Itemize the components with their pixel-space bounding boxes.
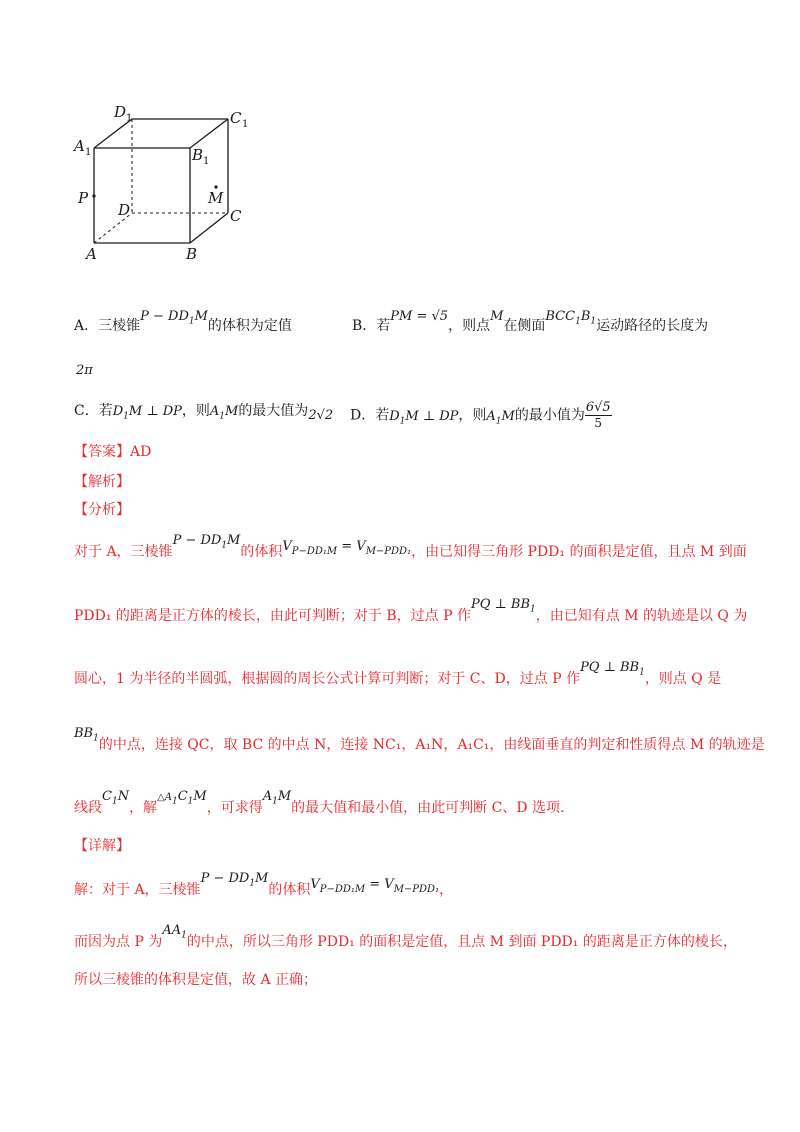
label-A: A — [86, 245, 97, 263]
option-a-expr: $P - DD_1M$ — [140, 309, 208, 327]
svg-text:1: 1 — [126, 113, 133, 124]
detail-line-3: 所以三棱锥的体积是定值，故 A 正确； — [74, 972, 318, 988]
label-B1: B — [192, 146, 204, 164]
svg-text:1: 1 — [85, 147, 92, 158]
analysis-heading: 【解析】 — [74, 474, 130, 490]
option-b: B．若PM = √5，则点M在侧面$BCC_1B_1$运动路径的长度为 — [352, 309, 709, 334]
cube-figure — [70, 95, 260, 270]
option-a: A．三棱锥$P - DD_1M$的体积为定值 — [74, 309, 292, 334]
detail-line-1: 解：对于 A，三棱锥$P - DD_1M$的体积$V_{P-DD_1M} = V_{M-PDD_1}$， — [74, 871, 454, 898]
analysis-line-5: 线段$C_1N$，解$\triangle A_1C_1M$，可求得$A_1M$的最大值和最小值，由此可判断 C、D 选项. — [74, 789, 565, 816]
label-B: B — [186, 245, 198, 263]
analysis-line-4: $BB_1$的中点，连接 QC，取 BC 的中点 N，连接 NC₁，A₁N，A₁C₁，由线面垂直的判定和性质得点 M 的轨迹是 — [74, 726, 765, 753]
label-P: P — [78, 189, 89, 207]
option-d: D．若$D_1M$ ⊥ DP，则$A_1M$的最小值为 $\frac{6√5}{5}$ — [350, 400, 611, 430]
option-b-answer: 2π — [76, 363, 93, 378]
analysis-line-2: PDD₁ 的距离是正方体的棱长，由此可判断；对于 B，过点 P 作PQ ⊥ $BB_1$，由已知有点 M 的轨迹是以 Q 为 — [74, 597, 748, 624]
option-c: C．若$D_1M$ ⊥ DP，则$A_1M$的最大值为2√2 — [74, 403, 334, 423]
fenxi-heading: 【分析】 — [74, 502, 130, 518]
label-A1: A — [74, 137, 85, 155]
option-b-face: $BCC_1B_1$ — [545, 309, 597, 327]
option-d-fraction: $\frac{6√5}{5}$ — [585, 400, 611, 430]
option-d-cond: $D_1M$ ⊥ DP — [389, 408, 459, 427]
analysis-line-1: 对于 A，三棱锥$P - DD_1M$的体积$V_{P-DD_1M} = V_{M-PDD_1}$，由已知得三角形 PDD₁ 的面积是定值，且点 M 到面 — [74, 533, 747, 560]
analysis-line-3: 圆心，1 为半径的半圆弧，根据圆的周长公式计算可判断；对于 C、D，过点 P 作PQ ⊥ $BB_1$，则点 Q 是 — [74, 660, 722, 687]
label-D1: D — [114, 103, 127, 121]
cube-diagram — [70, 95, 260, 270]
detail-heading: 【详解】 — [74, 838, 130, 854]
label-D: D — [118, 201, 131, 219]
svg-text:1: 1 — [242, 119, 249, 130]
label-M: M — [208, 189, 224, 207]
label-C1: C — [230, 109, 242, 127]
svg-text:1: 1 — [203, 156, 210, 167]
answer-heading: 【答案】AD — [74, 444, 152, 460]
label-C: C — [230, 207, 242, 225]
option-c-cond: $D_1M$ ⊥ DP — [112, 404, 182, 422]
detail-line-2: 而因为点 P 为$AA_1$的中点，所以三角形 PDD₁ 的面积是定值，且点 M 到面 PDD₁ 的距离是正方体的棱长， — [74, 923, 737, 950]
